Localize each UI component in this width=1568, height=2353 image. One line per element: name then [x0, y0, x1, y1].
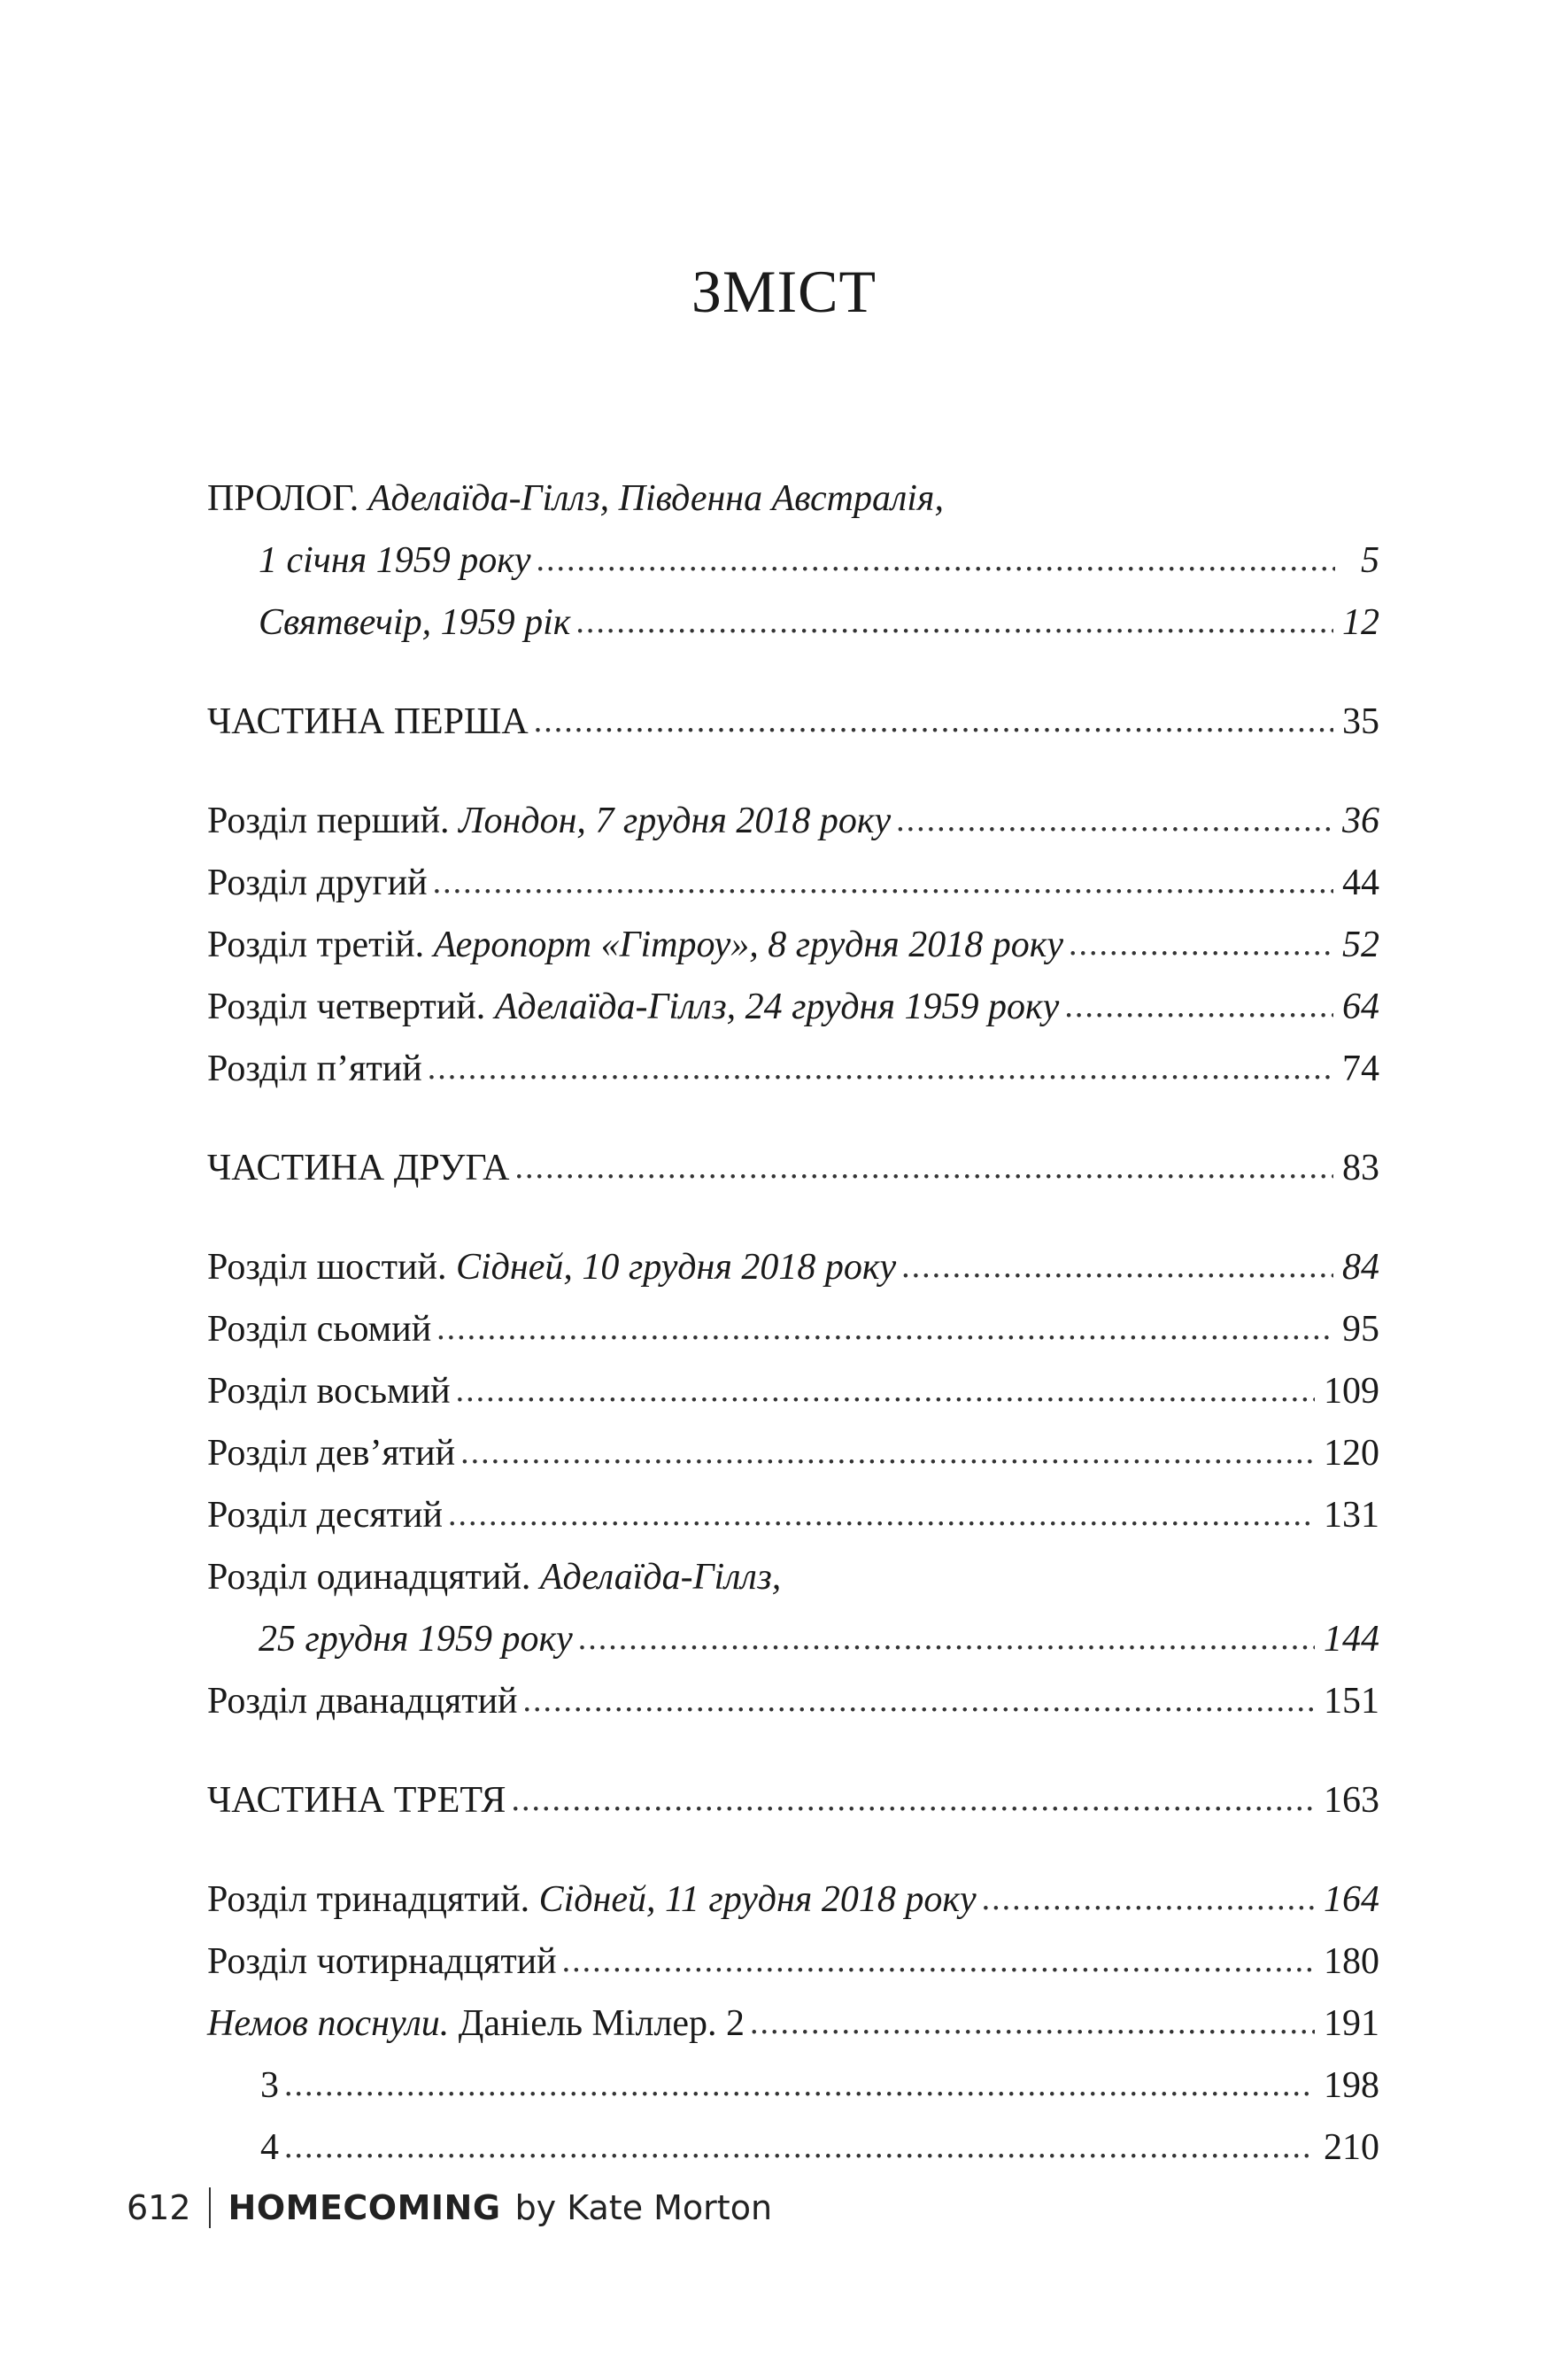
toc-entry-title: Розділ третій. [207, 925, 434, 965]
footer-page-number: 612 [127, 2188, 191, 2227]
footer-book-title: HOMECOMING [228, 2188, 501, 2227]
toc-entry-label [207, 1869, 977, 1931]
footer-byline: by Kate Morton [514, 2188, 773, 2227]
dot-leader [511, 1768, 1315, 1831]
toc-entry-label [207, 976, 1059, 1038]
toc-entry-title: Розділ одинадцятий. [207, 1557, 540, 1598]
toc-entry-page-number: 83 [1342, 1148, 1379, 1188]
toc-entry-label [207, 691, 529, 753]
toc-entry-subtitle: Сідней, 10 грудня 2018 року [455, 1247, 897, 1288]
toc-entry-title: Розділ тринадцятий. [207, 1879, 539, 1920]
toc-entry-title: ЧАСТИНА ПЕРША [207, 701, 529, 742]
toc-entry-title: ЧАСТИНА ТРЕТЯ [207, 1780, 506, 1821]
toc-entry-page-number: 35 [1342, 701, 1379, 742]
toc-entry-page-number: 191 [1324, 2003, 1379, 2044]
toc-entry-title: Розділ перший. [207, 801, 460, 841]
toc-entry-page-number: 151 [1324, 1681, 1379, 1722]
toc-entry-label [259, 592, 570, 654]
toc-entry-title: Розділ десятий [207, 1495, 443, 1536]
toc-entry-label [207, 1298, 431, 1360]
dot-leader [456, 1358, 1315, 1421]
toc-entry-title: 3 [260, 2065, 279, 2106]
toc-entry-label [207, 790, 891, 852]
toc-entry-suffix: Даніeль Міллер. 2 [449, 2003, 745, 2044]
dot-leader [896, 788, 1333, 851]
toc-entry-subtitle: Аделаїда-Гіллз, Південна Австралія, [367, 478, 944, 519]
toc-entry-subtitle: Немов поснули. [207, 2003, 450, 2044]
toc-entry-page-number: 12 [1342, 602, 1379, 643]
toc-entry-label [207, 1422, 455, 1484]
toc-entry-page-number: 210 [1324, 2127, 1379, 2168]
toc-entry [207, 1137, 1379, 1199]
dot-leader [284, 2115, 1315, 2178]
toc-entry [207, 976, 1379, 1038]
toc-entry [207, 790, 1379, 852]
toc-entry [207, 691, 1379, 753]
toc-entry-page-number: 64 [1342, 987, 1379, 1027]
toc-entry-title: Розділ шостий. [207, 1247, 456, 1288]
toc-entry [207, 1422, 1379, 1484]
toc-entry-subtitle: Святвечір, 1959 рік [259, 602, 571, 643]
dot-leader [436, 1296, 1333, 1359]
toc-entry [207, 1546, 1379, 1608]
toc-entry-label [207, 1236, 896, 1298]
toc-entry-subtitle: Аеропорт «Гітроу», 8 грудня 2018 року [433, 925, 1064, 965]
toc-entry-title: 4 [260, 2127, 279, 2168]
running-footer [127, 2187, 772, 2228]
dot-leader [1064, 974, 1333, 1037]
toc-entry-subtitle: 1 січня 1959 року [259, 540, 531, 581]
toc-entry-page-number: 120 [1324, 1433, 1379, 1474]
dot-leader [514, 1135, 1333, 1198]
toc-entry [207, 1484, 1379, 1546]
footer-separator [209, 2187, 211, 2228]
toc-entry-page-number: 52 [1342, 925, 1379, 965]
toc-entry [207, 592, 1379, 654]
toc-entry-page-number: 163 [1324, 1780, 1379, 1821]
dot-leader [901, 1235, 1333, 1297]
toc-entry-label [259, 530, 531, 592]
dot-leader [1069, 912, 1333, 975]
dot-leader [284, 2053, 1315, 2116]
toc-entry-label [260, 2117, 279, 2179]
toc-entry [207, 1993, 1379, 2055]
toc-entry-title: Розділ п’ятий [207, 1049, 422, 1089]
toc-entry-label [259, 1608, 573, 1670]
toc-entry-page-number: 95 [1342, 1309, 1379, 1350]
toc-entry-page-number: 144 [1324, 1619, 1379, 1660]
toc-entry [207, 1298, 1379, 1360]
toc-entry-title: Розділ дев’ятий [207, 1433, 456, 1474]
toc-entry-title: ЧАСТИНА ДРУГА [207, 1148, 510, 1188]
toc-entry-page-number: 5 [1361, 540, 1379, 581]
toc-entry-subtitle: Аделаїда-Гіллз, 24 грудня 1959 року [494, 987, 1060, 1027]
toc-entry [207, 2055, 1379, 2117]
dot-leader [460, 1420, 1315, 1483]
toc-entry [207, 1236, 1379, 1298]
dot-leader [750, 1991, 1315, 2054]
toc-entry-page-number: 109 [1324, 1371, 1379, 1412]
toc-entry-title: Розділ чотирнадцятий [207, 1941, 557, 1982]
dot-leader [562, 1929, 1315, 1992]
toc-entry-label [207, 1484, 443, 1546]
toc-entry-title: Розділ сьомий [207, 1309, 432, 1350]
toc-entry-label [207, 1360, 451, 1422]
table-of-contents [207, 468, 1379, 2179]
toc-entry-label [260, 2055, 279, 2117]
toc-entry-title: Розділ восьмий [207, 1371, 451, 1412]
toc-entry-label [207, 852, 428, 914]
toc-entry-label [207, 914, 1063, 976]
toc-entry-title: ПРОЛОГ. [207, 478, 368, 519]
toc-entry [207, 1931, 1379, 1993]
toc-entry-label [207, 468, 944, 530]
toc-entry-label [207, 1038, 422, 1100]
page-title: ЗМІСТ [691, 258, 877, 325]
toc-entry-subtitle: Сідней, 11 грудня 2018 року [538, 1879, 977, 1920]
toc-entry [207, 468, 1379, 530]
toc-entry [207, 852, 1379, 914]
toc-entry [207, 914, 1379, 976]
toc-entry-title: Розділ дванадцятий [207, 1681, 518, 1722]
toc-entry-subtitle: 25 грудня 1959 року [259, 1619, 573, 1660]
toc-entry [207, 1038, 1379, 1100]
toc-entry-page-number: 131 [1324, 1495, 1379, 1536]
toc-entry-label [207, 1546, 781, 1608]
toc-entry-label [207, 1137, 509, 1199]
dot-leader [428, 1036, 1333, 1099]
toc-entry-subtitle: Аделаїда-Гіллз, [539, 1557, 782, 1598]
toc-entry-label [207, 1931, 557, 1993]
toc-entry-page-number: 44 [1342, 863, 1379, 903]
toc-entry [207, 530, 1379, 592]
toc-entry-label [207, 1993, 745, 2055]
toc-entry-page-number: 180 [1324, 1941, 1379, 1982]
dot-leader [448, 1482, 1315, 1545]
dot-leader [982, 1867, 1315, 1930]
toc-entry-page-number: 36 [1342, 801, 1379, 841]
toc-entry [207, 2117, 1379, 2179]
toc-entry [207, 1869, 1379, 1931]
toc-entry-page-number: 74 [1342, 1049, 1379, 1089]
toc-entry-page-number: 164 [1324, 1879, 1379, 1920]
toc-entry-title: Розділ другий [207, 863, 428, 903]
dot-leader [537, 528, 1336, 591]
toc-entry [207, 1769, 1379, 1831]
toc-entry [207, 1670, 1379, 1732]
toc-entry-subtitle: Лондон, 7 грудня 2018 року [459, 801, 892, 841]
toc-entry [207, 1360, 1379, 1422]
toc-entry-label [207, 1670, 518, 1732]
toc-entry-label [207, 1769, 506, 1831]
dot-leader [534, 689, 1333, 752]
dot-leader [578, 1606, 1315, 1669]
dot-leader [523, 1668, 1315, 1731]
toc-entry-page-number: 198 [1324, 2065, 1379, 2106]
dot-leader [433, 850, 1333, 913]
dot-leader [575, 590, 1333, 653]
toc-entry [207, 1608, 1379, 1670]
toc-entry-page-number: 84 [1342, 1247, 1379, 1288]
toc-entry-title: Розділ четвертий. [207, 987, 495, 1027]
